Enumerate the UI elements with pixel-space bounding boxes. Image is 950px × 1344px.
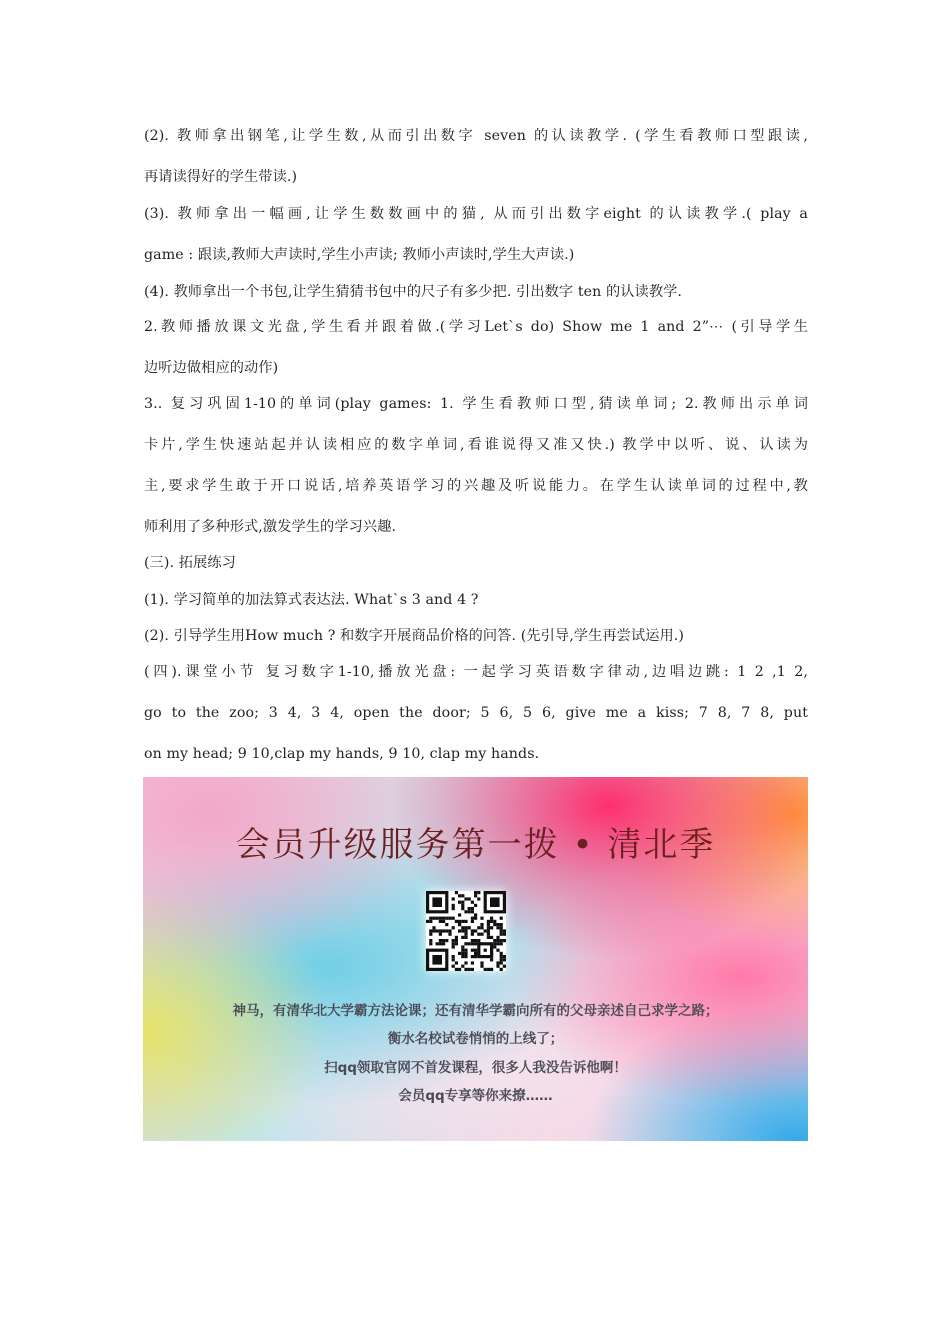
doc-line: (2). 引导学生用How much ? 和数字开展商品价格的问答. (先引导,学生再尝试运用.) [144,628,685,644]
doc-line: go to the zoo; 3 4, 3 4, open the door; 5 6, 5 6, give me a kiss; 7 8, 7 8, put [144,705,808,721]
banner-line: 扫qq领取官网不首发课程，很多人我没告诉他啊！ [324,1060,627,1076]
doc-line: 3.. 复习巩固1-10的单词(play games: 1. 学生看教师口型,猜读单词; 2.教师出示单词 [144,396,808,412]
doc-line: (4). 教师拿出一个书包,让学生猜猜书包中的尺子有多少把. 引出数字 ten 的认读教学. [144,284,683,300]
section-heading: (三). 拓展练习 [144,555,236,571]
doc-line: 卡片,学生快速站起并认读相应的数字单词,看谁说得又准又快.) 教学中以听、说、认读为 [144,437,808,453]
doc-line: (1). 学习简单的加法算式表达法. What`s 3 and 4 ? [144,592,479,608]
promo-banner[interactable] [143,777,808,1141]
doc-line: 再请读得好的学生带读.) [144,169,298,185]
doc-line: 师利用了多种形式,激发学生的学习兴趣. [144,519,397,535]
doc-line: 边听边做相应的动作) [144,360,279,376]
doc-line: 2.教师播放课文光盘,学生看并跟着做.(学习Let`s do) Show me 1 and 2”⋯ (引导学生 [144,319,808,335]
banner-line: 衡水名校试卷悄悄的上线了； [387,1031,564,1047]
doc-line: 主,要求学生敢于开口说话,培养英语学习的兴趣及听说能力。在学生认读单词的过程中,教 [144,478,808,494]
banner-line: 会员qq专享等你来撩…… [398,1088,553,1104]
doc-line: on my head; 9 10,clap my hands, 9 10, clap my hands. [144,746,540,762]
banner-line: 神马，有清华北大学霸方法论课；还有清华学霸向所有的父母亲述自己求学之路； [232,1003,719,1019]
doc-line: (3). 教师拿出一幅画,让学生数数画中的猫, 从而引出数字eight 的认读教学.( play a [144,206,808,222]
banner-title: 会员升级服务第一拨 • 清北季 [235,825,716,865]
qr-code-icon[interactable] [426,891,506,971]
doc-line: (四).课堂小节 复习数字1-10,播放光盘: 一起学习英语数字律动,边唱边跳: 1 2 ,1 2, [144,664,808,680]
doc-line: (2). 教师拿出钢笔,让学生数,从而引出数字 seven 的认读教学. (学生看教师口型跟读, [144,128,808,144]
doc-line: game : 跟读,教师大声读时,学生小声读; 教师小声读时,学生大声读.) [144,247,575,263]
